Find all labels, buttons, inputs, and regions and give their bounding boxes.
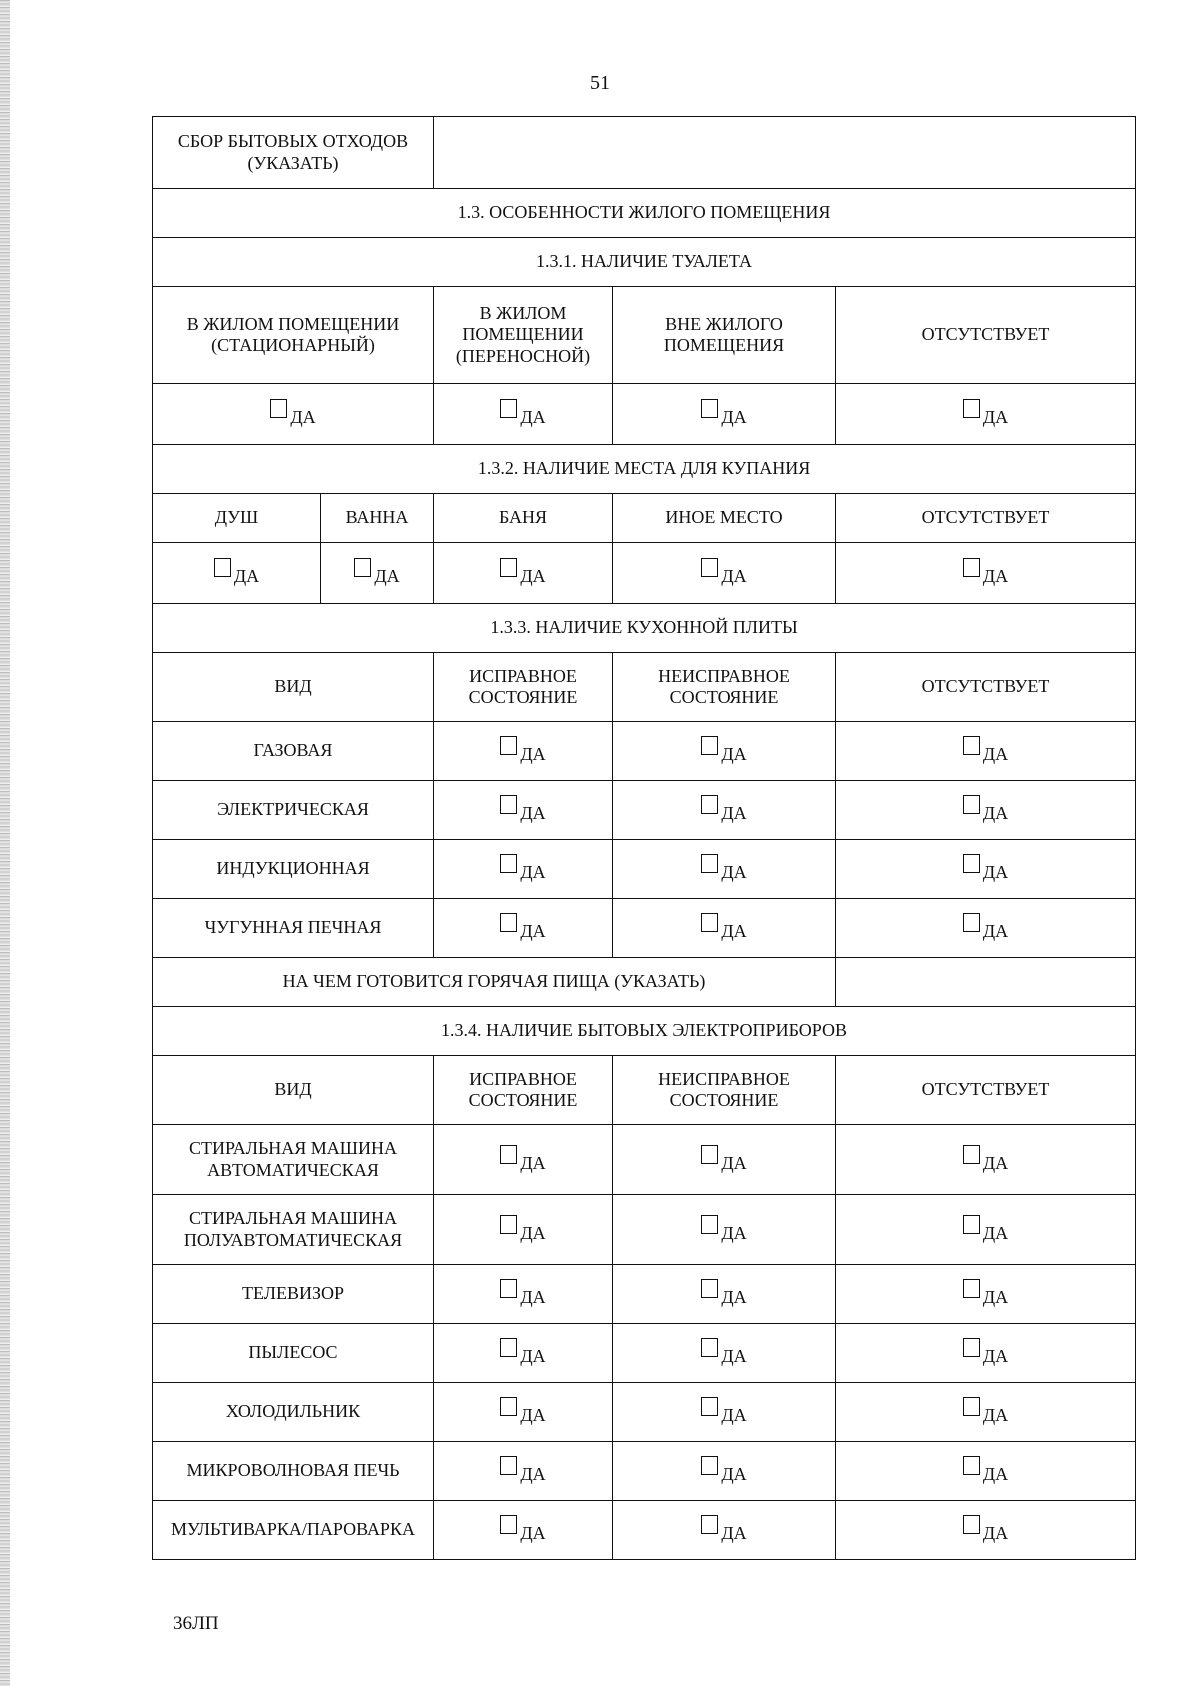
page-number: 51 [590,72,610,94]
bathing-col-banya: БАНЯ [434,494,613,543]
checkbox-cell[interactable] [836,1195,1136,1265]
checkbox[interactable] [701,795,718,814]
checkbox-cell[interactable] [836,899,1136,958]
checkbox-label: ДА [520,1405,546,1426]
checkbox-label: ДА [721,407,747,428]
checkbox-label: ДА [982,744,1009,765]
checkbox-label: ДА [721,1222,747,1243]
checkbox-label: ДА [721,1523,747,1544]
checkbox-cell[interactable] [613,722,836,781]
checkbox-cell[interactable] [434,1324,613,1383]
checkbox[interactable] [701,1215,718,1234]
checkbox-cell[interactable] [434,840,613,899]
bathing-header-row [153,494,1136,543]
bathing-col-other: ИНОЕ МЕСТО [613,494,836,543]
scan-edge [0,0,10,1686]
checkbox-label: ДА [520,803,546,824]
checkbox[interactable] [701,1397,718,1416]
checkbox-label: ДА [721,744,747,765]
checkbox-cell[interactable] [434,1501,613,1560]
stove-header-row [153,653,1136,722]
bathing-title: 1.3.2. НАЛИЧИЕ МЕСТА ДЛЯ КУПАНИЯ [153,445,1136,494]
checkbox-cell[interactable] [836,1501,1136,1560]
checkbox-cell[interactable] [434,1442,613,1501]
appliances-col-broken: НЕИСПРАВНОЕ СОСТОЯНИЕ [613,1056,836,1125]
checkbox-cell[interactable] [836,1383,1136,1442]
appliances-title: 1.3.4. НАЛИЧИЕ БЫТОВЫХ ЭЛЕКТРОПРИБОРОВ [153,1007,1136,1056]
checkbox[interactable] [963,1515,980,1534]
appliance-row [153,1125,1136,1195]
checkbox[interactable] [500,1215,517,1234]
checkbox-label: ДА [982,862,1009,883]
appliance-row-label: СТИРАЛЬНАЯ МАШИНА ПОЛУАВТОМАТИЧЕСКАЯ [153,1195,434,1265]
waste-field[interactable] [434,117,1136,189]
checkbox-cell[interactable] [613,1442,836,1501]
checkbox-cell[interactable] [613,384,836,445]
appliance-row-label: ПЫЛЕСОС [153,1324,434,1383]
checkbox-cell[interactable] [434,1383,613,1442]
checkbox-label: ДА [982,566,1009,587]
toilet-title: 1.3.1. НАЛИЧИЕ ТУАЛЕТА [153,238,1136,287]
bathing-col-shower: ДУШ [153,494,321,543]
checkbox-cell[interactable] [434,899,613,958]
checkbox[interactable] [701,913,718,932]
checkbox-label: ДА [233,566,260,587]
checkbox[interactable] [354,558,371,577]
appliance-row [153,1324,1136,1383]
checkbox[interactable] [701,1145,718,1164]
checkbox-cell[interactable] [434,384,613,445]
checkbox[interactable] [701,1338,718,1357]
checkbox-label: ДА [520,1152,546,1173]
toilet-col-outside: ВНЕ ЖИЛОГО ПОМЕЩЕНИЯ [613,287,836,384]
checkbox-label: ДА [721,1287,747,1308]
section-title: 1.3. ОСОБЕННОСТИ ЖИЛОГО ПОМЕЩЕНИЯ [153,189,1136,238]
stove-row-label: ИНДУКЦИОННАЯ [153,840,434,899]
appliance-row-label: СТИРАЛЬНАЯ МАШИНА АВТОМАТИЧЕСКАЯ [153,1125,434,1195]
checkbox[interactable] [500,1279,517,1298]
checkbox[interactable] [963,1338,980,1357]
stove-col-working: ИСПРАВНОЕ СОСТОЯНИЕ [434,653,613,722]
checkbox-label: ДА [721,1152,747,1173]
checkbox[interactable] [963,913,980,932]
checkbox-label: ДА [982,1287,1009,1308]
appliance-row [153,1383,1136,1442]
checkbox[interactable] [500,558,517,577]
checkbox-label: ДА [721,566,747,587]
appliances-col-working: ИСПРАВНОЕ СОСТОЯНИЕ [434,1056,613,1125]
hot-food-label: НА ЧЕМ ГОТОВИТСЯ ГОРЯЧАЯ ПИЩА (УКАЗАТЬ) [153,958,836,1007]
checkbox-cell[interactable] [613,840,836,899]
checkbox-cell[interactable] [836,722,1136,781]
checkbox-label: ДА [982,1464,1009,1485]
checkbox-cell[interactable] [613,1324,836,1383]
checkbox[interactable] [963,854,980,873]
checkbox-cell[interactable] [613,1501,836,1560]
appliances-col-absent: ОТСУТСТВУЕТ [836,1056,1136,1125]
stove-title: 1.3.3. НАЛИЧИЕ КУХОННОЙ ПЛИТЫ [153,604,1136,653]
checkbox-label: ДА [721,921,747,942]
checkbox-cell[interactable] [434,543,613,604]
appliance-row [153,1442,1136,1501]
appliances-header-row [153,1056,1136,1125]
checkbox-cell[interactable] [836,1265,1136,1324]
checkbox-cell[interactable] [434,1265,613,1324]
checkbox-label: ДА [721,1464,747,1485]
checkbox[interactable] [500,854,517,873]
checkbox[interactable] [500,1338,517,1357]
toilet-header-row [153,287,1136,384]
checkbox[interactable] [500,1397,517,1416]
appliances-col-type: ВИД [153,1056,434,1125]
checkbox[interactable] [701,1279,718,1298]
bathing-col-absent: ОТСУТСТВУЕТ [836,494,1136,543]
stove-row-label: ЭЛЕКТРИЧЕСКАЯ [153,781,434,840]
checkbox-cell[interactable] [836,384,1136,445]
checkbox-cell[interactable] [434,722,613,781]
appliance-rows [153,1125,1136,1560]
checkbox-cell[interactable] [613,1195,836,1265]
checkbox[interactable] [963,1145,980,1164]
checkbox-cell[interactable] [613,781,836,840]
checkbox-label: ДА [520,566,546,587]
toilet-checkbox-row [153,384,1136,445]
hot-food-row [153,958,1136,1007]
appliance-row [153,1265,1136,1324]
stove-rows [153,722,1136,958]
stove-row [153,722,1136,781]
checkbox[interactable] [500,1145,517,1164]
checkbox-label: ДА [520,1464,546,1485]
stove-row-label: ГАЗОВАЯ [153,722,434,781]
appliance-row-label: ХОЛОДИЛЬНИК [153,1383,434,1442]
stove-col-type: ВИД [153,653,434,722]
stove-col-absent: ОТСУТСТВУЕТ [836,653,1136,722]
appliance-row [153,1195,1136,1265]
checkbox-cell[interactable] [836,781,1136,840]
checkbox[interactable] [701,1515,718,1534]
appliance-row-label: ТЕЛЕВИЗОР [153,1265,434,1324]
checkbox-label: ДА [721,1346,747,1367]
checkbox-cell[interactable] [153,384,434,445]
checkbox-label: ДА [982,1222,1009,1243]
checkbox-cell[interactable] [836,1324,1136,1383]
checkbox[interactable] [701,558,718,577]
checkbox[interactable] [701,1456,718,1475]
waste-label: СБОР БЫТОВЫХ ОТХОДОВ (УКАЗАТЬ) [153,117,434,189]
checkbox[interactable] [214,558,231,577]
checkbox[interactable] [963,1215,980,1234]
appliance-row [153,1501,1136,1560]
waste-row [153,117,1136,189]
checkbox-label: ДА [982,1405,1009,1426]
stove-row [153,840,1136,899]
toilet-col-portable: В ЖИЛОМ ПОМЕЩЕНИИ (ПЕРЕНОСНОЙ) [434,287,613,384]
checkbox-label: ДА [520,1222,546,1243]
checkbox[interactable] [701,854,718,873]
checkbox-label: ДА [721,862,747,883]
stove-row [153,781,1136,840]
stove-row [153,899,1136,958]
checkbox-label: ДА [290,407,316,428]
checkbox-cell[interactable] [434,1125,613,1195]
checkbox[interactable] [500,1456,517,1475]
checkbox[interactable] [701,736,718,755]
checkbox-label: ДА [520,1346,546,1367]
checkbox-label: ДА [374,566,400,587]
footer-code: 36ЛП [173,1613,219,1634]
checkbox-cell[interactable] [613,1265,836,1324]
checkbox-cell[interactable] [613,1125,836,1195]
checkbox[interactable] [270,399,287,418]
checkbox-cell[interactable] [836,1442,1136,1501]
checkbox-label: ДА [520,744,546,765]
checkbox-cell[interactable] [613,1383,836,1442]
checkbox[interactable] [963,736,980,755]
checkbox[interactable] [963,558,980,577]
checkbox-label: ДА [982,1523,1009,1544]
checkbox-cell[interactable] [613,899,836,958]
checkbox[interactable] [963,1456,980,1475]
checkbox[interactable] [500,399,517,418]
checkbox-cell[interactable] [836,543,1136,604]
checkbox-label: ДА [520,862,546,883]
checkbox-cell[interactable] [321,543,434,604]
checkbox-label: ДА [520,1287,546,1308]
checkbox[interactable] [500,736,517,755]
checkbox-label: ДА [520,407,546,428]
checkbox[interactable] [500,795,517,814]
checkbox[interactable] [701,399,718,418]
appliance-row-label: МУЛЬТИВАРКА/ПАРОВАРКА [153,1501,434,1560]
checkbox[interactable] [963,795,980,814]
checkbox[interactable] [963,1397,980,1416]
checkbox-label: ДА [982,803,1009,824]
checkbox-cell[interactable] [434,781,613,840]
checkbox-label: ДА [520,1523,546,1544]
checkbox[interactable] [963,399,980,418]
checkbox-cell[interactable] [153,543,321,604]
housing-form-table [152,116,1136,1560]
toilet-col-stationary: В ЖИЛОМ ПОМЕЩЕНИИ (СТАЦИОНАРНЫЙ) [153,287,434,384]
checkbox[interactable] [500,913,517,932]
checkbox-label: ДА [721,1405,747,1426]
checkbox[interactable] [963,1279,980,1298]
checkbox-label: ДА [982,1152,1009,1173]
checkbox-label: ДА [982,1346,1009,1367]
checkbox-label: ДА [982,407,1009,428]
toilet-col-absent: ОТСУТСТВУЕТ [836,287,1136,384]
appliance-row-label: МИКРОВОЛНОВАЯ ПЕЧЬ [153,1442,434,1501]
checkbox-cell[interactable] [434,1195,613,1265]
hot-food-field[interactable] [836,958,1136,1007]
stove-row-label: ЧУГУННАЯ ПЕЧНАЯ [153,899,434,958]
checkbox-cell[interactable] [836,840,1136,899]
checkbox-label: ДА [721,803,747,824]
bathing-col-bath: ВАННА [321,494,434,543]
checkbox[interactable] [500,1515,517,1534]
checkbox-label: ДА [982,921,1009,942]
checkbox-cell[interactable] [613,543,836,604]
checkbox-cell[interactable] [836,1125,1136,1195]
stove-col-broken: НЕИСПРАВНОЕ СОСТОЯНИЕ [613,653,836,722]
checkbox-label: ДА [520,921,546,942]
bathing-checkbox-row [153,543,1136,604]
